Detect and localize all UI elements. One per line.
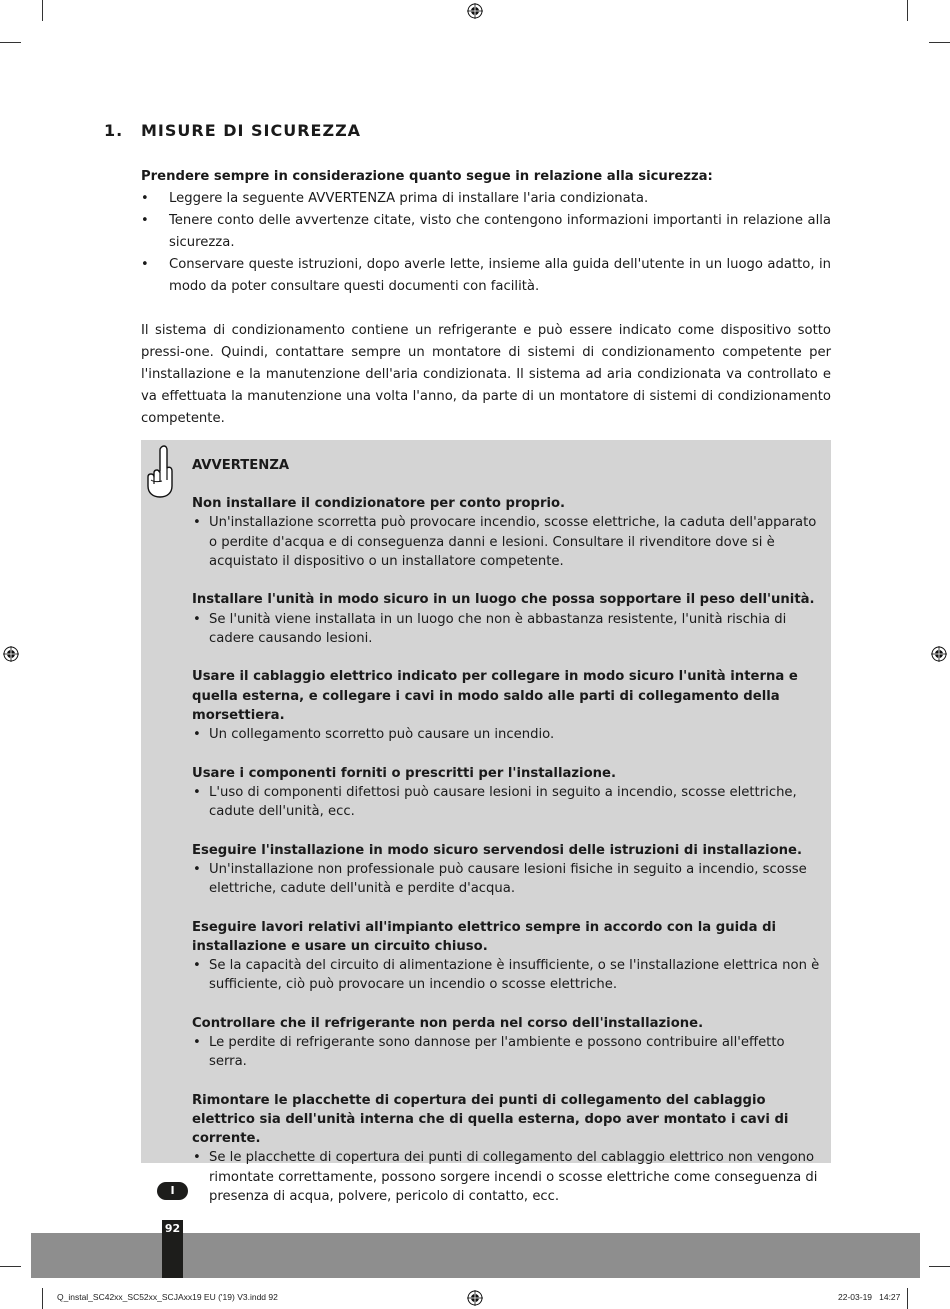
list-item-text: Se le placchette di copertura dei punti di collegamento del cablaggio elettrico non vengono rimontate correttamente, possono sorgere incendi o scosse elettriche come conseguenza di presenza di acqua, polvere, pericolo di contatto, ecc. [209, 1150, 818, 1204]
warning-heading: Non installare il condizionatore per conto proprio. [192, 496, 566, 512]
warning-section [192, 667, 822, 744]
bullet-icon: • [193, 784, 201, 800]
list-item-text: Un collegamento scorretto può causare un incendio. [209, 727, 555, 743]
warning-section [192, 494, 822, 571]
list-item-text: Leggere la seguente AVVERTENZA prima di installare l'aria condizionata. [169, 191, 649, 206]
warning-section [192, 1091, 822, 1206]
warning-heading: Eseguire lavori relativi all'impianto elettrico sempre in accordo con la guida di installazione e usare un circuito chiuso. [192, 919, 777, 954]
list-item-text: Se la capacità del circuito di alimentazione è insufficiente, o se l'installazione elettrica non è sufficiente, ciò può provocare un incendio o scosse elettriche. [209, 958, 820, 993]
registration-mark-icon [467, 3, 483, 19]
bullet-icon: • [193, 611, 201, 627]
list-item [192, 725, 822, 744]
list-item [192, 513, 822, 571]
bullet-icon: • [193, 958, 201, 974]
registration-mark-icon [931, 646, 947, 662]
warning-content [192, 456, 822, 1225]
crop-mark [929, 1266, 950, 1267]
registration-mark-icon [3, 646, 19, 662]
warning-heading: Usare il cablaggio elettrico indicato per collegare in modo sicuro l'unità interna e quella esterna, e collegare i cavi in modo saldo alle parti di collegamento della morsettiera. [192, 669, 798, 723]
list-item [141, 254, 831, 298]
bullet-icon: • [141, 191, 149, 206]
list-item [192, 1148, 822, 1206]
crop-mark [42, 1288, 43, 1309]
intro-bullet-list [141, 188, 831, 298]
warning-section [192, 841, 822, 899]
list-item [192, 610, 822, 648]
print-slug-date: 22-03-19 14:27 [838, 1292, 901, 1302]
warning-heading: Eseguire l'installazione in modo sicuro servendosi delle istruzioni di installazione. [192, 842, 802, 858]
crop-mark [0, 1266, 21, 1267]
crop-mark [929, 42, 950, 43]
section-number: 1. [104, 121, 124, 140]
crop-mark [907, 0, 908, 21]
list-item [192, 1033, 822, 1071]
warning-section [192, 764, 822, 822]
bullet-icon: • [193, 1150, 201, 1166]
list-item-text: Conservare queste istruzioni, dopo averle lette, insieme alla guida dell'utente in un luogo adatto, in modo da poter consultare questi documenti con facilità. [169, 257, 831, 294]
intro-lead: Prendere sempre in considerazione quanto segue in relazione alla sicurezza: [141, 169, 713, 184]
crop-mark [42, 0, 43, 21]
list-item [192, 956, 822, 994]
warning-box [141, 440, 831, 1204]
list-item-text: Tenere conto delle avvertenze citate, visto che contengono informazioni importanti in relazione alla sicurezza. [169, 213, 831, 250]
list-item-text: L'uso di componenti difettosi può causare lesioni in seguito a incendio, scosse elettriche, cadute dell'unità, ecc. [209, 784, 797, 820]
print-slug-file: Q_instal_SC42xx_SC52xx_SCJAxx19 EU ('19) V3.indd 92 [57, 1292, 278, 1302]
page-title [104, 121, 361, 140]
pointing-hand-icon [144, 444, 176, 498]
crop-mark [0, 42, 21, 43]
warning-title: AVVERTENZA [192, 458, 290, 473]
warning-section [192, 1014, 822, 1072]
list-item-text: Un'installazione scorretta può provocare incendio, scosse elettriche, la caduta dell'apparato o perdite d'acqua e di conseguenza danni e lesioni. Consultare il rivenditore dove si è acquistato il dispositivo o un installatore competente. [209, 515, 817, 569]
list-item-text: Un'installazione non professionale può causare lesioni fisiche in seguito a incendio, scosse elettriche, cadute dell'unità e perdite d'acqua. [209, 861, 807, 897]
crop-mark [907, 1288, 908, 1309]
list-item-text: Le perdite di refrigerante sono dannose per l'ambiente e possono contribuire all'effetto serra. [209, 1035, 785, 1070]
registration-mark-icon [467, 1290, 483, 1306]
list-item [141, 188, 831, 210]
bullet-icon: • [141, 257, 149, 272]
warning-heading: Controllare che il refrigerante non perda nel corso dell'installazione. [192, 1015, 704, 1031]
language-tab: I [157, 1182, 188, 1200]
section-title: MISURE DI SICUREZZA [141, 121, 362, 140]
bullet-icon: • [193, 515, 201, 531]
warning-heading: Installare l'unità in modo sicuro in un luogo che possa sopportare il peso dell'unità. [192, 592, 815, 608]
bullet-icon: • [193, 1035, 201, 1051]
warning-heading: Usare i componenti forniti o prescritti per l'installazione. [192, 765, 616, 781]
bullet-icon: • [141, 213, 149, 228]
bullet-icon: • [193, 861, 201, 877]
list-item [192, 860, 822, 898]
intro-block [141, 166, 831, 430]
warning-heading: Rimontare le placchette di copertura dei punti di collegamento del cablaggio elettrico sia dell'unità interna che di quella esterna, dopo aver montato i cavi di corrente. [192, 1092, 789, 1147]
page-number: 92 [162, 1220, 183, 1278]
bullet-icon: • [193, 727, 201, 743]
warning-section [192, 590, 822, 648]
list-item-text: Se l'unità viene installata in un luogo che non è abbastanza resistente, l'unità rischia di cadere causando lesioni. [209, 611, 787, 646]
intro-paragraph: Il sistema di condizionamento contiene un refrigerante e può essere indicato come dispositivo sotto pressi-one. Quindi, contattare sempre un montatore di sistemi di condizionamento competente per l'installazione e la manutenzione dell'aria condizionata. Il sistema ad aria condizionata va controllato e va effettuata la manutenzione una volta l'anno, da parte di un montatore di sistemi di condizionamento competente. [141, 323, 831, 426]
warning-section [192, 918, 822, 995]
list-item [141, 210, 831, 254]
list-item [192, 783, 822, 821]
